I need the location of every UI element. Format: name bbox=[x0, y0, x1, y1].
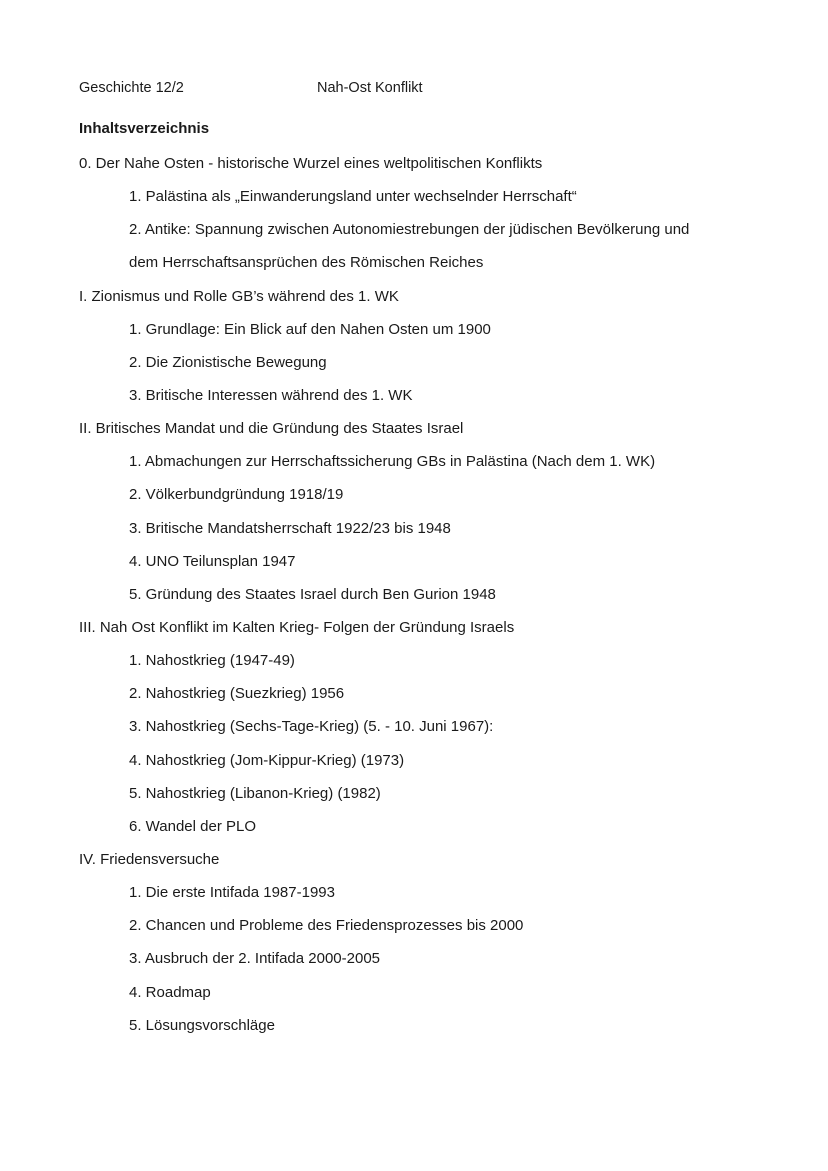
toc-item: 1. Abmachungen zur Herrschaftssicherung GBs in Palästina (Nach dem 1. WK) bbox=[129, 453, 656, 471]
toc-item: 1. Die erste Intifada 1987-1993 bbox=[129, 884, 335, 902]
topic-label: Nah-Ost Konflikt bbox=[317, 80, 423, 96]
toc-item: 2. Die Zionistische Bewegung bbox=[129, 353, 327, 371]
toc-item: 3. Britische Mandatsherrschaft 1922/23 bis 1948 bbox=[129, 519, 451, 537]
toc-item: 2. Nahostkrieg (Suezkrieg) 1956 bbox=[129, 685, 345, 703]
table-of-contents bbox=[0, 152, 828, 1047]
toc-item: 2. Chancen und Probleme des Friedensprozesses bis 2000 bbox=[129, 917, 524, 935]
toc-item: 6. Wandel der PLO bbox=[129, 817, 257, 835]
toc-item: 4. UNO Teilunsplan 1947 bbox=[129, 552, 296, 570]
toc-section-0: 0. Der Nahe Osten - historische Wurzel eines weltpolitischen Konflikts bbox=[79, 155, 543, 172]
toc-item: 1. Palästina als „Einwanderungsland unter wechselnder Herrschaft“ bbox=[129, 188, 577, 206]
page-header bbox=[79, 80, 779, 102]
toc-item: 2. Antike: Spannung zwischen Autonomiestrebungen der jüdischen Bevölkerung und bbox=[129, 221, 690, 239]
toc-title: Inhaltsverzeichnis bbox=[79, 120, 210, 137]
toc-item: 1. Nahostkrieg (1947-49) bbox=[129, 652, 295, 670]
toc-item: 5. Nahostkrieg (Libanon-Krieg) (1982) bbox=[129, 784, 381, 802]
toc-section-4: IV. Friedensversuche bbox=[79, 850, 220, 868]
course-label: Geschichte 12/2 bbox=[79, 80, 184, 96]
toc-item: 5. Lösungsvorschläge bbox=[129, 1016, 275, 1034]
toc-item: 3. Nahostkrieg (Sechs-Tage-Krieg) (5. - 10. Juni 1967): bbox=[129, 718, 494, 736]
toc-item: 2. Völkerbundgründung 1918/19 bbox=[129, 486, 344, 504]
toc-section-3: III. Nah Ost Konflikt im Kalten Krieg- Folgen der Gründung Israels bbox=[79, 618, 515, 636]
toc-item: 3. Britische Interessen während des 1. WK bbox=[129, 386, 413, 404]
toc-item: 4. Roadmap bbox=[129, 983, 211, 1001]
toc-item: 5. Gründung des Staates Israel durch Ben Gurion 1948 bbox=[129, 585, 496, 603]
toc-item: 4. Nahostkrieg (Jom-Kippur-Krieg) (1973) bbox=[129, 751, 405, 769]
toc-item-continuation: dem Herrschaftsansprüchen des Römischen Reiches bbox=[129, 254, 484, 272]
toc-item: 1. Grundlage: Ein Blick auf den Nahen Osten um 1900 bbox=[129, 320, 491, 338]
toc-item: 3. Ausbruch der 2. Intifada 2000-2005 bbox=[129, 950, 381, 968]
toc-section-1: I. Zionismus und Rolle GB’s während des 1. WK bbox=[79, 287, 399, 305]
toc-section-2: II. Britisches Mandat und die Gründung des Staates Israel bbox=[79, 420, 464, 438]
